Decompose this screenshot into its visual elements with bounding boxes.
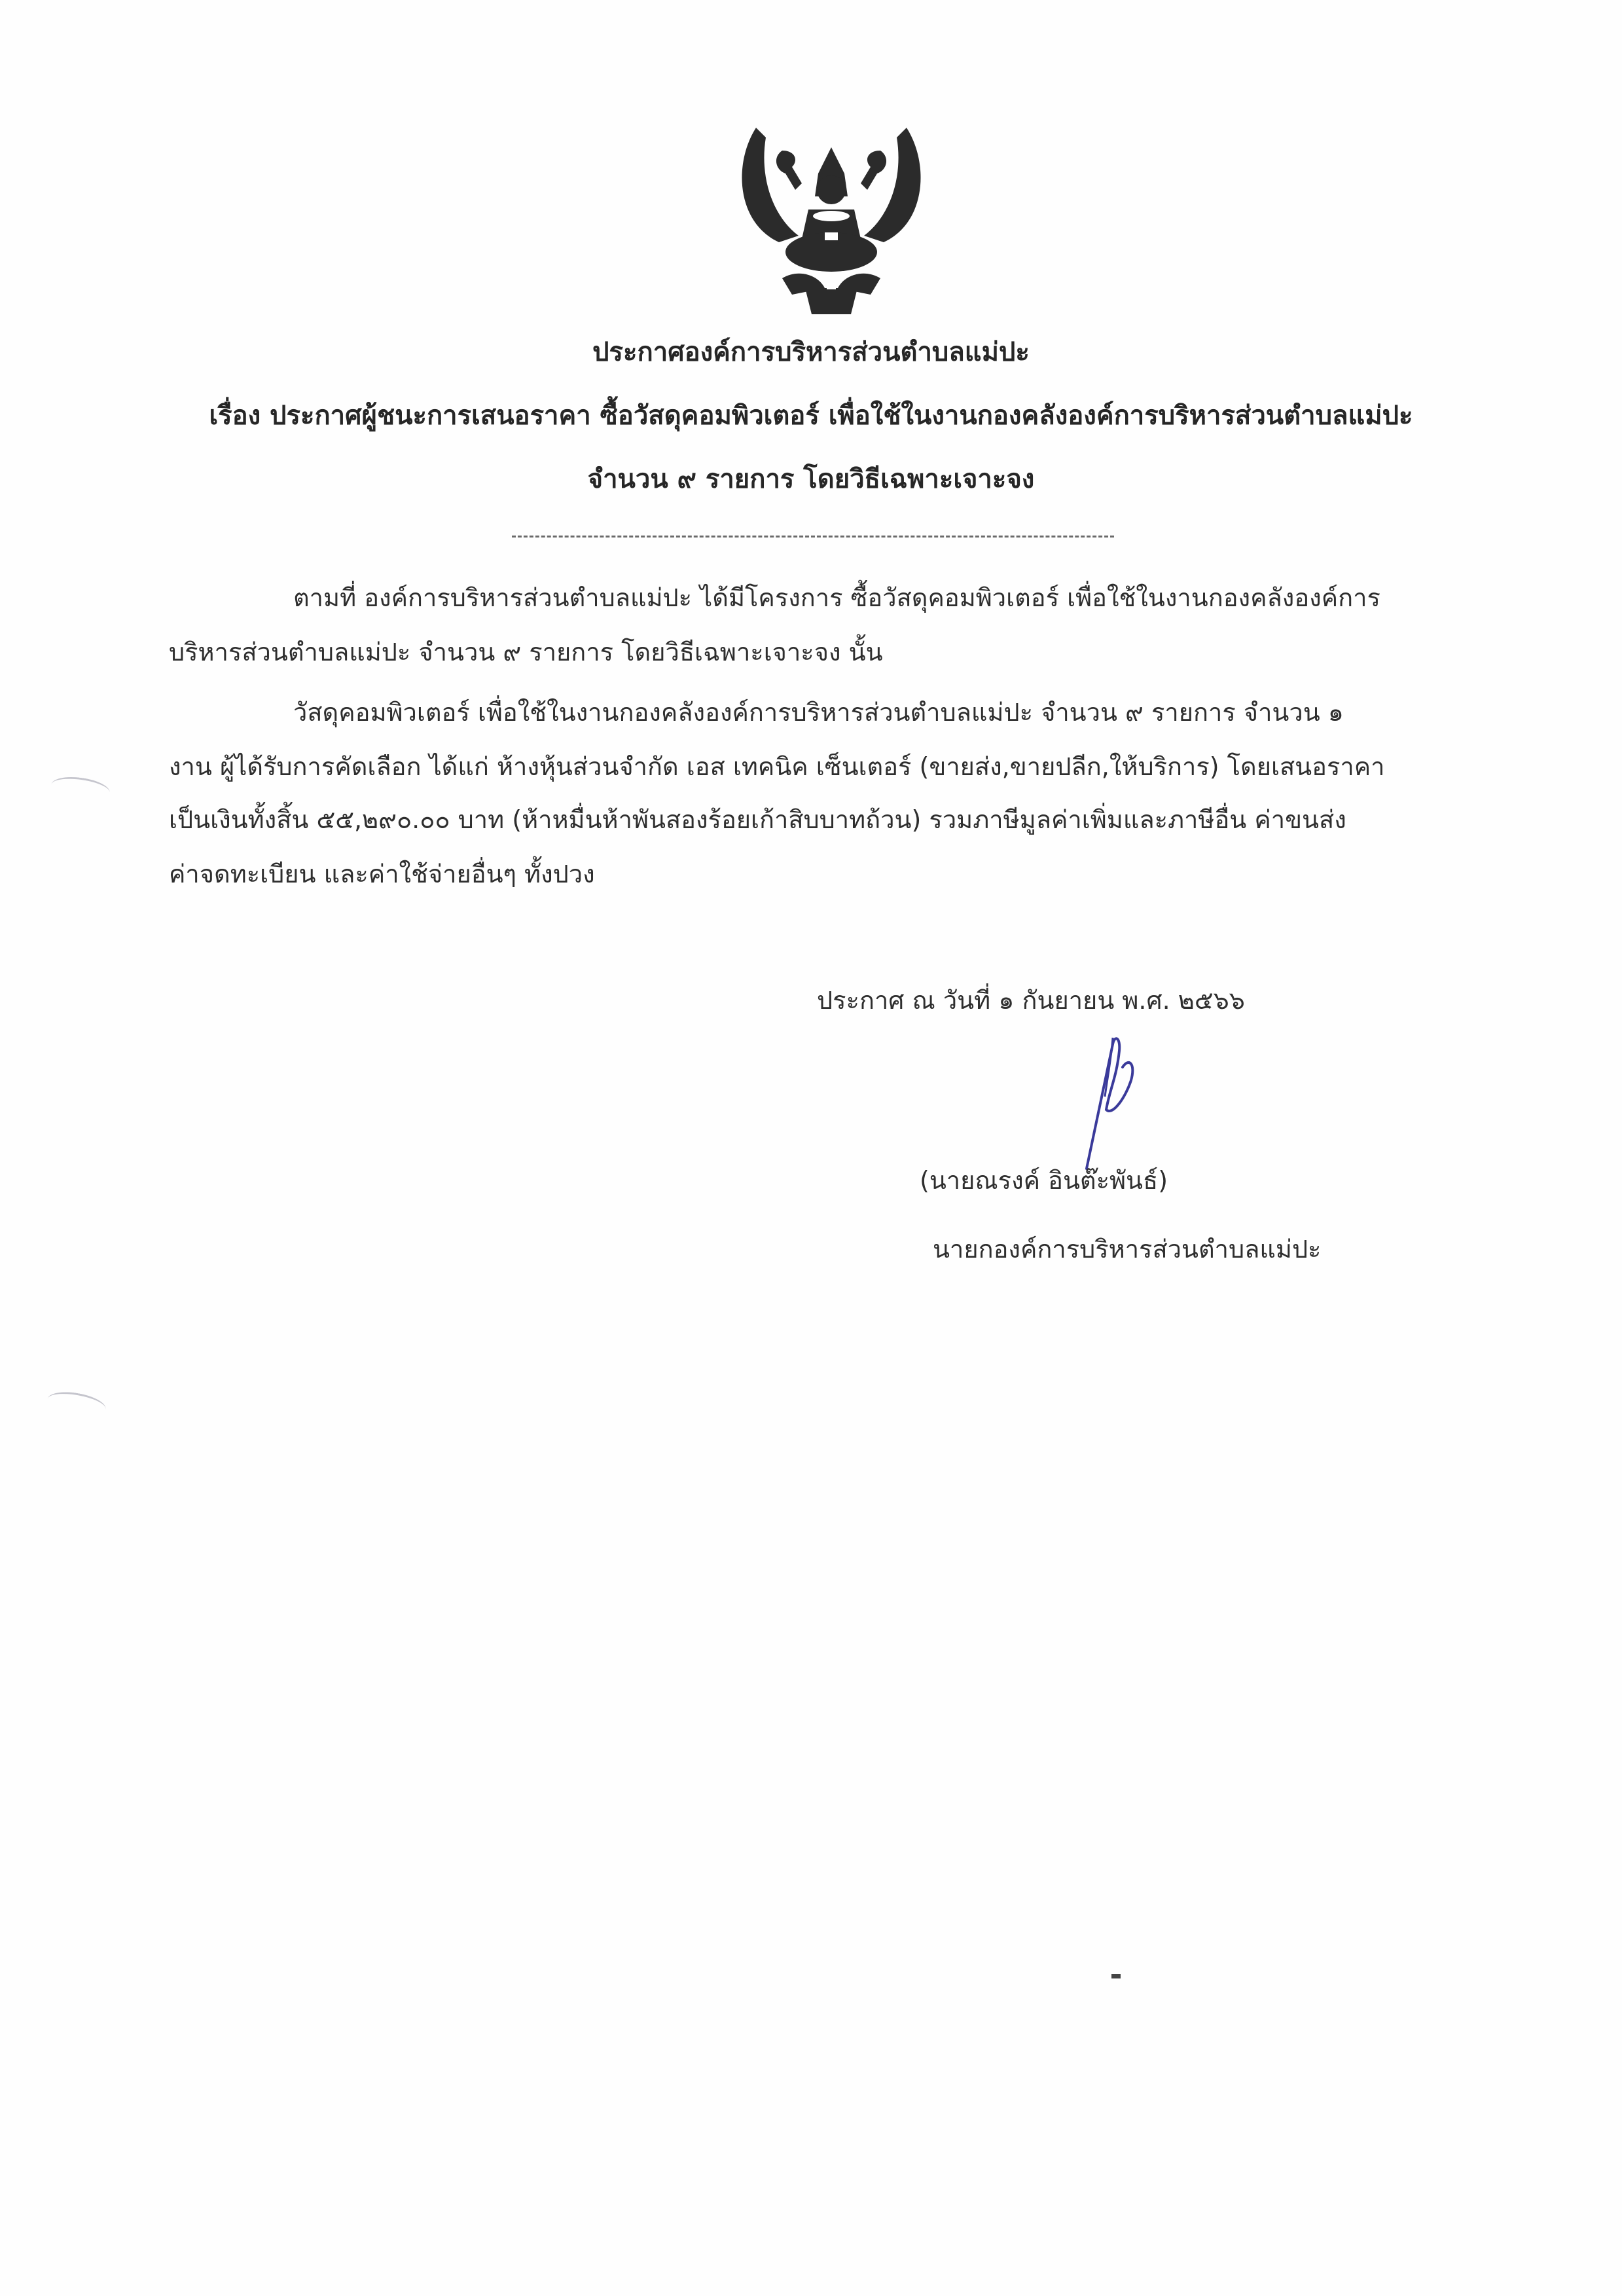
body-paragraph-1-line-1: ตามที่ องค์การบริหารส่วนตำบลแม่ปะ ได้มีโครงการ ซื้อวัสดุคอมพิวเตอร์ เพื่อใช้ในงานกองคลังองค์การ xyxy=(293,583,1380,612)
body-paragraph-1-line-2: บริหารส่วนตำบลแม่ปะ จำนวน ๙ รายการ โดยวิธีเฉพาะเจาะจง นั้น xyxy=(169,638,883,666)
punch-hole-mark xyxy=(46,1388,107,1419)
signer-title: นายกองค์การบริหารส่วนตำบลแม่ปะ xyxy=(933,1235,1322,1264)
punch-hole-mark xyxy=(50,774,111,803)
heading-organization: ประกาศองค์การบริหารส่วนตำบลแม่ปะ xyxy=(592,337,1030,367)
body-paragraph-2-line-2: งาน ผู้ได้รับการคัดเลือก ได้แก่ ห้างหุ้นส่วนจำกัด เอส เทคนิค เซ็นเตอร์ (ขายส่ง,ขายปลีก,ให้บริการ) โดยเสนอราคา xyxy=(169,752,1385,781)
body-paragraph-2-line-1: วัสดุคอมพิวเตอร์ เพื่อใช้ในงานกองคลังองค์การบริหารส่วนตำบลแม่ปะ จำนวน ๙ รายการ จำนวน ๑ xyxy=(293,698,1344,727)
signer-name: (นายณรงค์ อินต๊ะพันธ์) xyxy=(920,1166,1168,1195)
body-paragraph-2-line-3: เป็นเงินทั้งสิ้น ๕๕,๒๙๐.๐๐ บาท (ห้าหมื่นห้าพันสองร้อยเก้าสิบบาทถ้วน) รวมภาษีมูลค่าเพิ่มและภาษีอื่น ค่าขนส่ง xyxy=(169,805,1346,834)
signature-icon xyxy=(1073,1018,1152,1175)
scan-speck xyxy=(1111,1974,1121,1978)
heading-subject: เรื่อง ประกาศผู้ชนะการเสนอราคา ซื้อวัสดุคอมพิวเตอร์ เพื่อใช้ในงานกองคลังองค์การบริหารส่วนตำบลแม่ปะ xyxy=(209,401,1413,431)
announcement-date: ประกาศ ณ วันที่ ๑ กันยายน พ.ศ. ๒๕๖๖ xyxy=(817,986,1245,1015)
body-paragraph-2-line-4: ค่าจดทะเบียน และค่าใช้จ่ายอื่นๆ ทั้งปวง xyxy=(169,860,595,888)
garuda-emblem-icon xyxy=(720,111,943,334)
heading-divider xyxy=(512,536,1114,538)
heading-subject-detail: จำนวน ๙ รายการ โดยวิธีเฉพาะเจาะจง xyxy=(587,464,1035,494)
